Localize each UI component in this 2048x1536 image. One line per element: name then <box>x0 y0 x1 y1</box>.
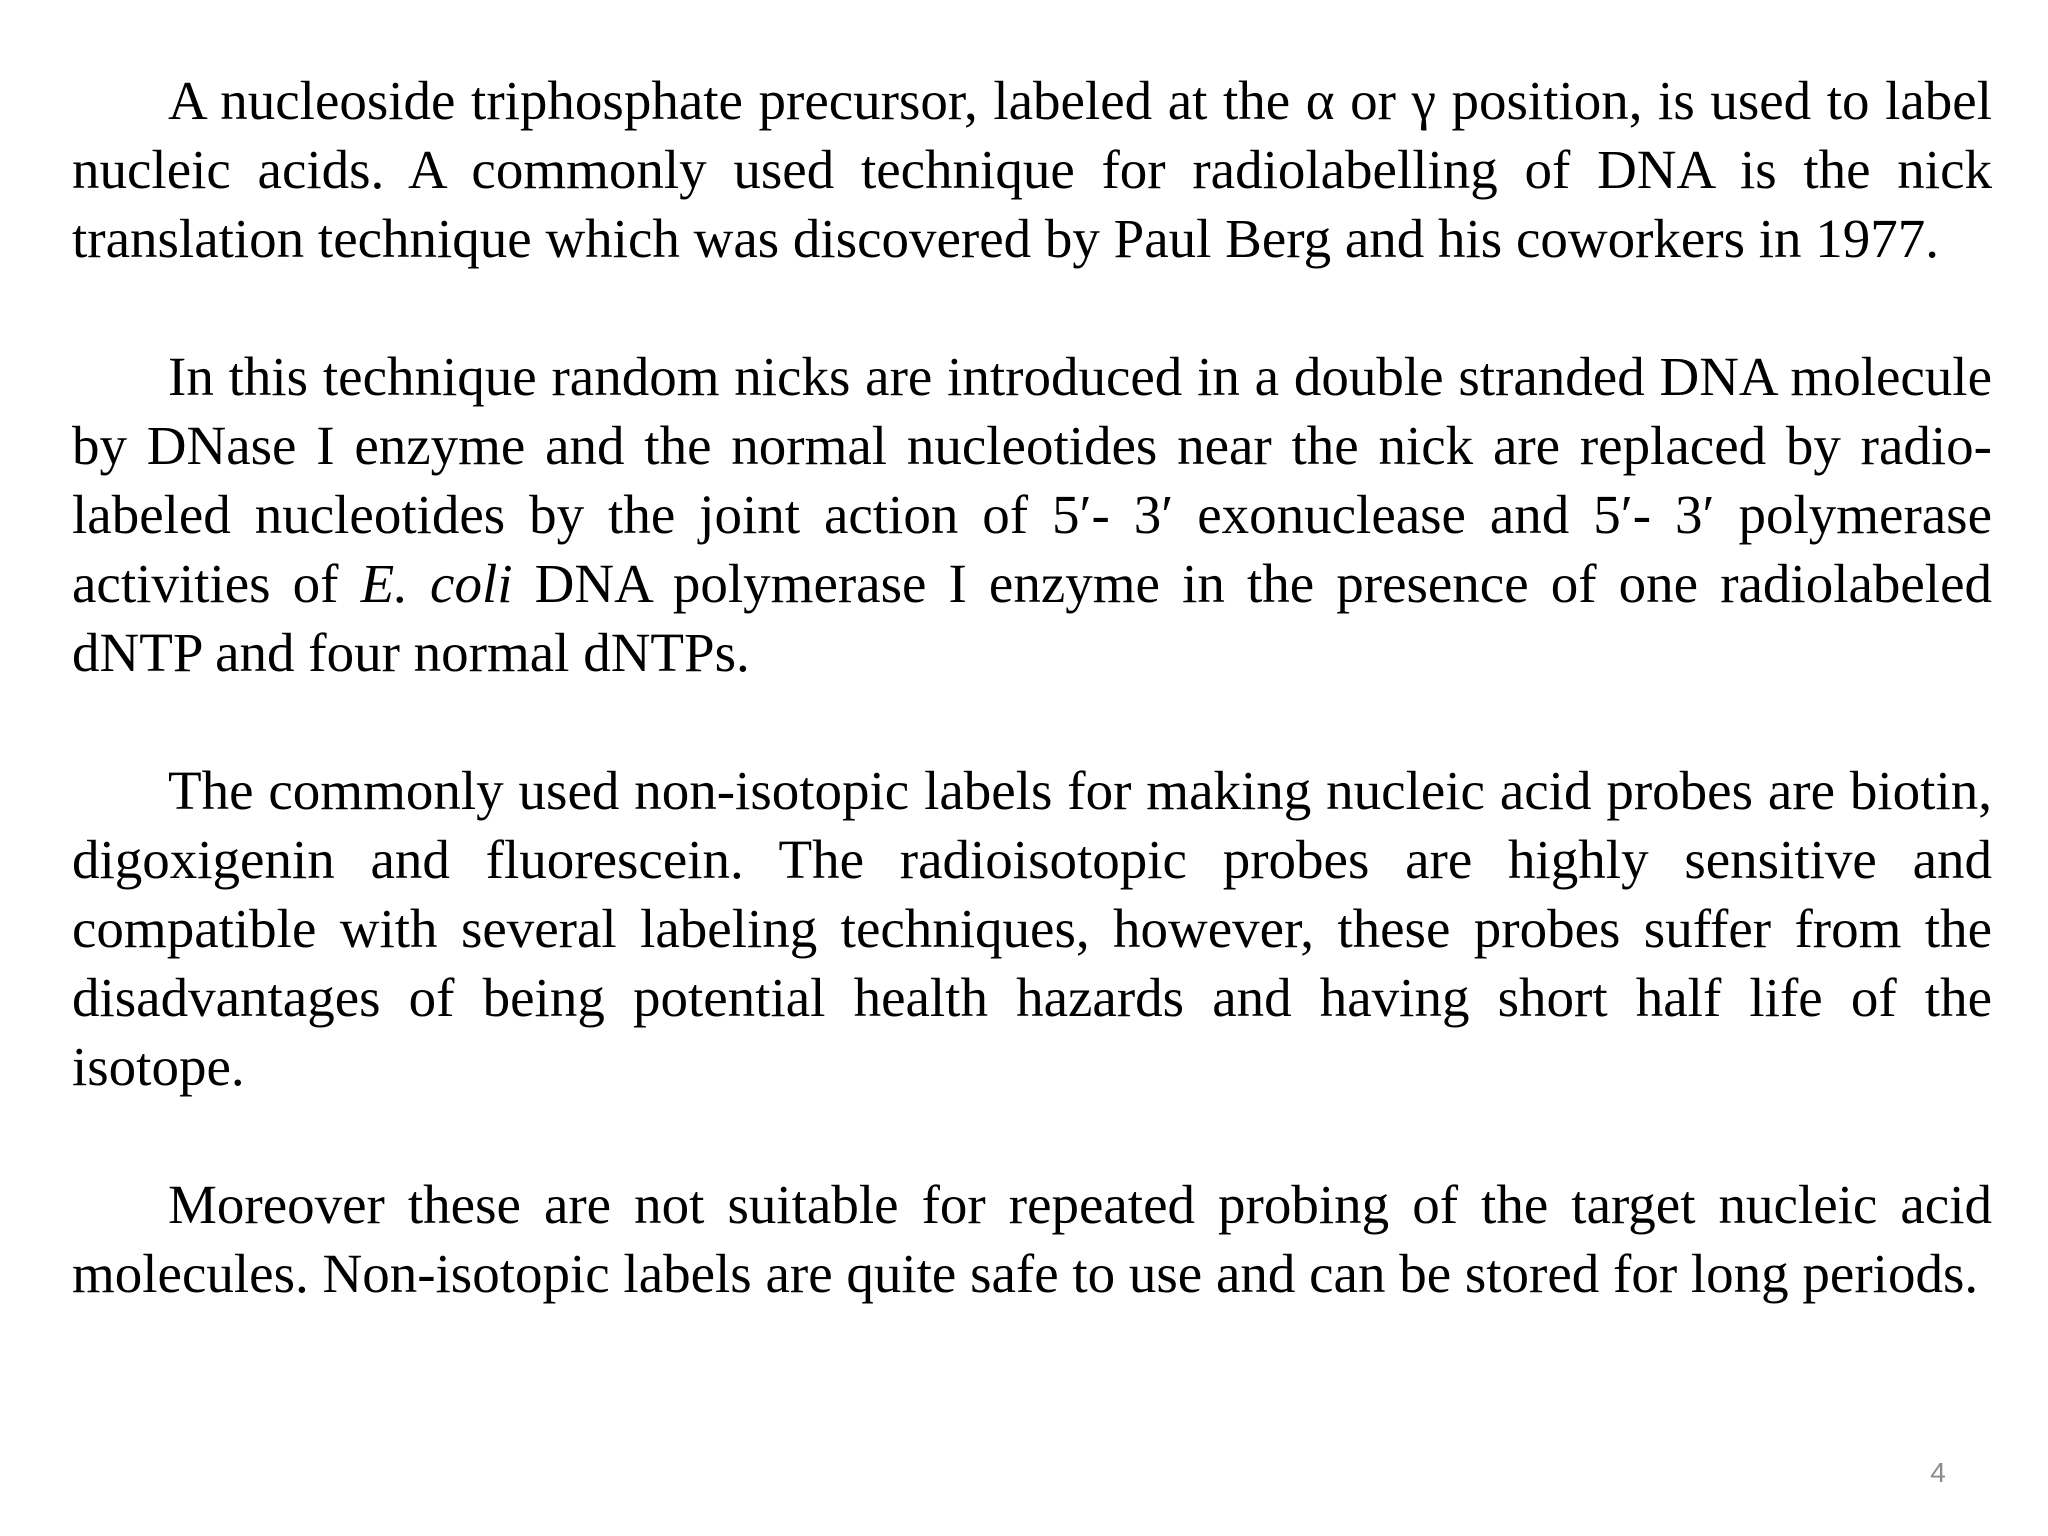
page-number: 4 <box>1930 1457 1946 1488</box>
paragraph-nick-translation-intro: A nucleoside triphosphate precursor, labeled at the α or γ position, is used to label nucleic acids. A commonly used technique for radiolabelling of DNA is the nick translation technique which was discovered by Paul Berg and his coworkers in 1977. <box>72 70 1992 269</box>
organism-name-italic: E. coli <box>360 553 513 614</box>
paragraph-text-segment: In this technique random nicks are introduced in a double stranded DNA molecule by DNase I enzyme and the normal nucleotides near the nick are replaced by radio-labeled nucleotides by the joint action of 5′- 3′ exonuclease and 5′- 3′ polymerase activities of <box>72 346 1992 614</box>
slide-body <box>72 66 1992 1308</box>
paragraph-non-isotopic-advantages: Moreover these are not suitable for repeated probing of the target nucleic acid molecules. Non-isotopic labels are quite safe to use and can be stored for long periods. <box>72 1174 1992 1304</box>
paragraph-text-segment: DNA polymerase I enzyme in the presence of one radiolabeled dNTP and four normal dNTPs. <box>72 553 1993 683</box>
paragraph-non-isotopic-labels: The commonly used non-isotopic labels for making nucleic acid probes are biotin, digoxigenin and fluorescein. The radioisotopic probes are highly sensitive and compatible with several labeling techniques, however, these probes suffer from the disadvantages of being potential health hazards and having short half life of the isotope. <box>72 760 1992 1097</box>
paragraph-nick-translation-technique <box>72 342 1992 687</box>
